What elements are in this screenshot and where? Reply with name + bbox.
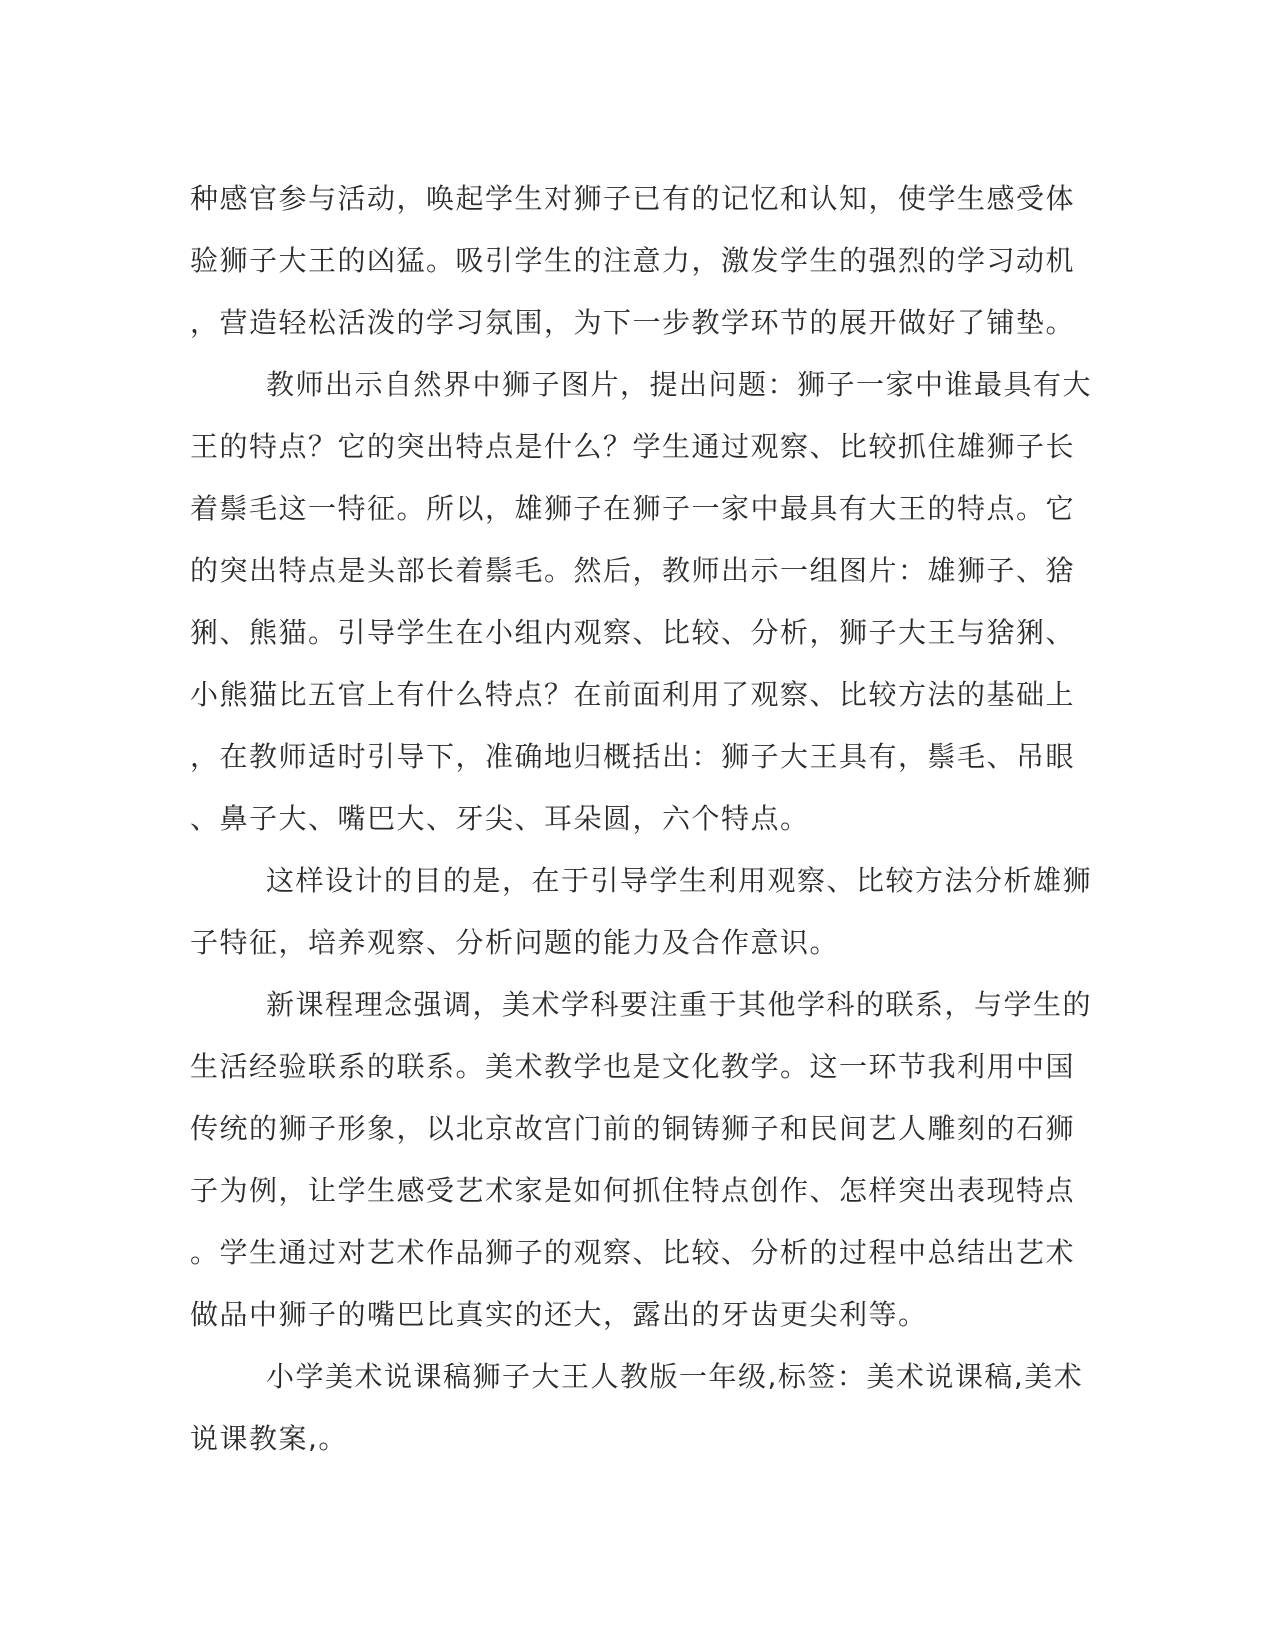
- paragraph-5: [190, 1346, 1084, 1470]
- text-line: 新课程理念强调，美术学科要注重于其他学科的联系，与学生的: [266, 988, 1093, 1021]
- document-body: [190, 168, 1093, 1470]
- text-line: 王的特点？它的突出特点是什么？学生通过观察、比较抓住雄狮子长: [190, 430, 1076, 463]
- text-line: 着鬃毛这一特征。所以，雄狮子在狮子一家中最具有大王的特点。它: [190, 492, 1076, 525]
- text-line: 、鼻子大、嘴巴大、牙尖、耳朵圆，六个特点。: [190, 802, 810, 835]
- text-line: 的突出特点是头部长着鬃毛。然后，教师出示一组图片：雄狮子、猞: [190, 554, 1076, 587]
- text-line: 做品中狮子的嘴巴比真实的还大，露出的牙齿更尖利等。: [190, 1298, 928, 1331]
- text-line: 猁、熊猫。引导学生在小组内观察、比较、分析，狮子大王与猞猁、: [190, 616, 1076, 649]
- text-line: 小学美术说课稿狮子大王人教版一年级,标签：美术说课稿,美术: [266, 1360, 1084, 1393]
- paragraph-4: [190, 974, 1093, 1346]
- text-line: 验狮子大王的凶猛。吸引学生的注意力，激发学生的强烈的学习动机: [190, 244, 1076, 277]
- text-line: 传统的狮子形象，以北京故宫门前的铜铸狮子和民间艺人雕刻的石狮: [190, 1112, 1076, 1145]
- text-line: 种感官参与活动，唤起学生对狮子已有的记忆和认知，使学生感受体: [190, 182, 1076, 215]
- paragraph-2: [190, 354, 1093, 850]
- text-line: 子特征，培养观察、分析问题的能力及合作意识。: [190, 926, 840, 959]
- paragraph-3: [190, 850, 1093, 974]
- text-line: ，在教师适时引导下，准确地归概括出：狮子大王具有，鬃毛、吊眼: [190, 740, 1076, 773]
- text-line: ，营造轻松活泼的学习氛围，为下一步教学环节的展开做好了铺垫。: [190, 306, 1076, 339]
- text-line: 子为例，让学生感受艺术家是如何抓住特点创作、怎样突出表现特点: [190, 1174, 1076, 1207]
- text-line: 教师出示自然界中狮子图片，提出问题：狮子一家中谁最具有大: [266, 368, 1093, 401]
- text-line: 。学生通过对艺术作品狮子的观察、比较、分析的过程中总结出艺术: [190, 1236, 1076, 1269]
- text-line: 生活经验联系的联系。美术教学也是文化教学。这一环节我利用中国: [190, 1050, 1076, 1083]
- text-line: 说课教案,。: [190, 1422, 348, 1455]
- text-line: 这样设计的目的是，在于引导学生利用观察、比较方法分析雄狮: [266, 864, 1093, 897]
- paragraph-1: [190, 168, 1080, 354]
- text-line: 小熊猫比五官上有什么特点？在前面利用了观察、比较方法的基础上: [190, 678, 1076, 711]
